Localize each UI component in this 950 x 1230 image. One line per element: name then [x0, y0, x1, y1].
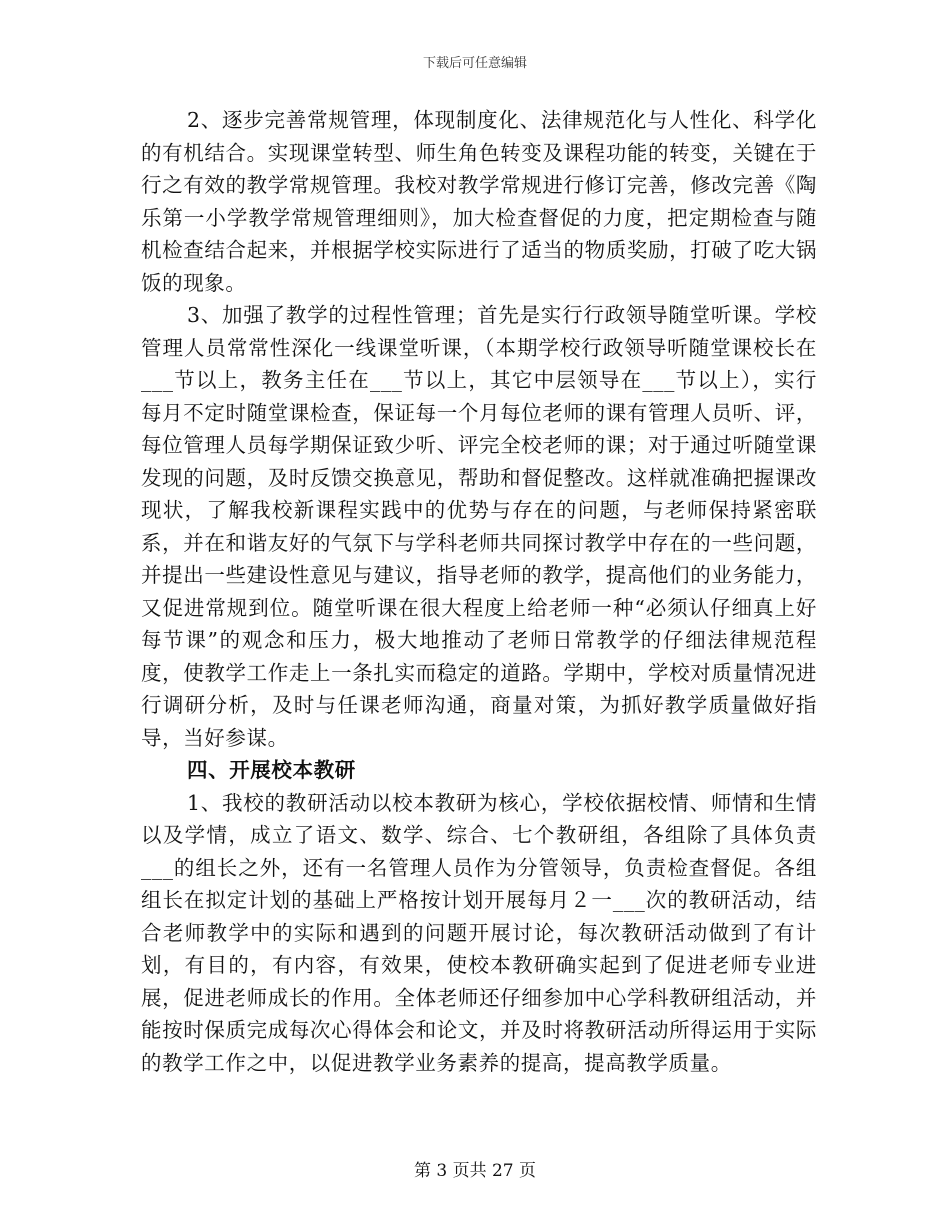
- page-header: 下载后可任意编辑: [422, 56, 527, 71]
- paragraph-process-management: 3、加强了教学的过程性管理；首先是实行行政领导随堂听课。学校管理人员常常性深化一线课堂听课，（本期学校行政领导听随堂课校长在___节以上，教务主任在___节以上，其它中层领导在___节以上），实行每月不定时随堂课检查，保证每一个月每位老师的课有管理人员听、评，每位管理人员每学期保证致少听、评完全校老师的课；对于通过听随堂课发现的问题，及时反馈交换意见，帮助和督促整改。这样就准确把握课改现状，了解我校新课程实践中的优势与存在的问题，与老师保持紧密联系，并在和谐友好的气氛下与学科老师共同探讨教学中存在的一些问题，并提出一些建设性意见与建议，指导老师的教学，提高他们的业务能力，又促进常规到位。随堂听课在很大程度上给老师一种“必须认仔细真上好每节课”的观念和压力，极大地推动了老师日常教学的仔细法律规范程度，使教学工作走上一条扎实而稳定的道路。学期中，学校对质量情况进行调研分析，及时与任课老师沟通，商量对策，为抓好教学质量做好指导，当好参谋。: [141, 303, 817, 750]
- paragraph-routine-management: 2、逐步完善常规管理，体现制度化、法律规范化与人性化、科学化的有机结合。实现课堂转型、师生角色转变及课程功能的转变，关键在于行之有效的教学常规管理。我校对教学常规进行修订完善，修改完善《陶乐第一小学教学常规管理细则》，加大检查督促的力度，把定期检查与随机检查结合起来，并根据学校实际进行了适当的物质奖励，打破了吃大锅饭的现象。: [141, 108, 817, 295]
- document-body: [141, 104, 817, 1079]
- page-number: 第 3 页共 27 页: [413, 1161, 537, 1181]
- paragraph-research-activities: 1、我校的教研活动以校本教研为核心，学校依据校情、师情和生情以及学情，成立了语文、数学、综合、七个教研组，各组除了具体负责___的组长之外，还有一名管理人员作为分管领导，负责检查督促。各组组长在拟定计划的基础上严格按计划开展每月２一___次的教研活动，结合老师教学中的实际和遇到的问题开展讨论，每次教研活动做到了有计划，有目的，有内容，有效果，使校本教研确实起到了促进老师专业进展，促进老师成长的作用。全体老师还仔细参加中心学科教研组活动，并能按时保质完成每次心得体会和论文，并及时将教研活动所得运用于实际的教学工作之中，以促进教学业务素养的提高，提高教学质量。: [141, 790, 817, 1075]
- section-heading-school-research: 四、开展校本教研: [187, 758, 356, 782]
